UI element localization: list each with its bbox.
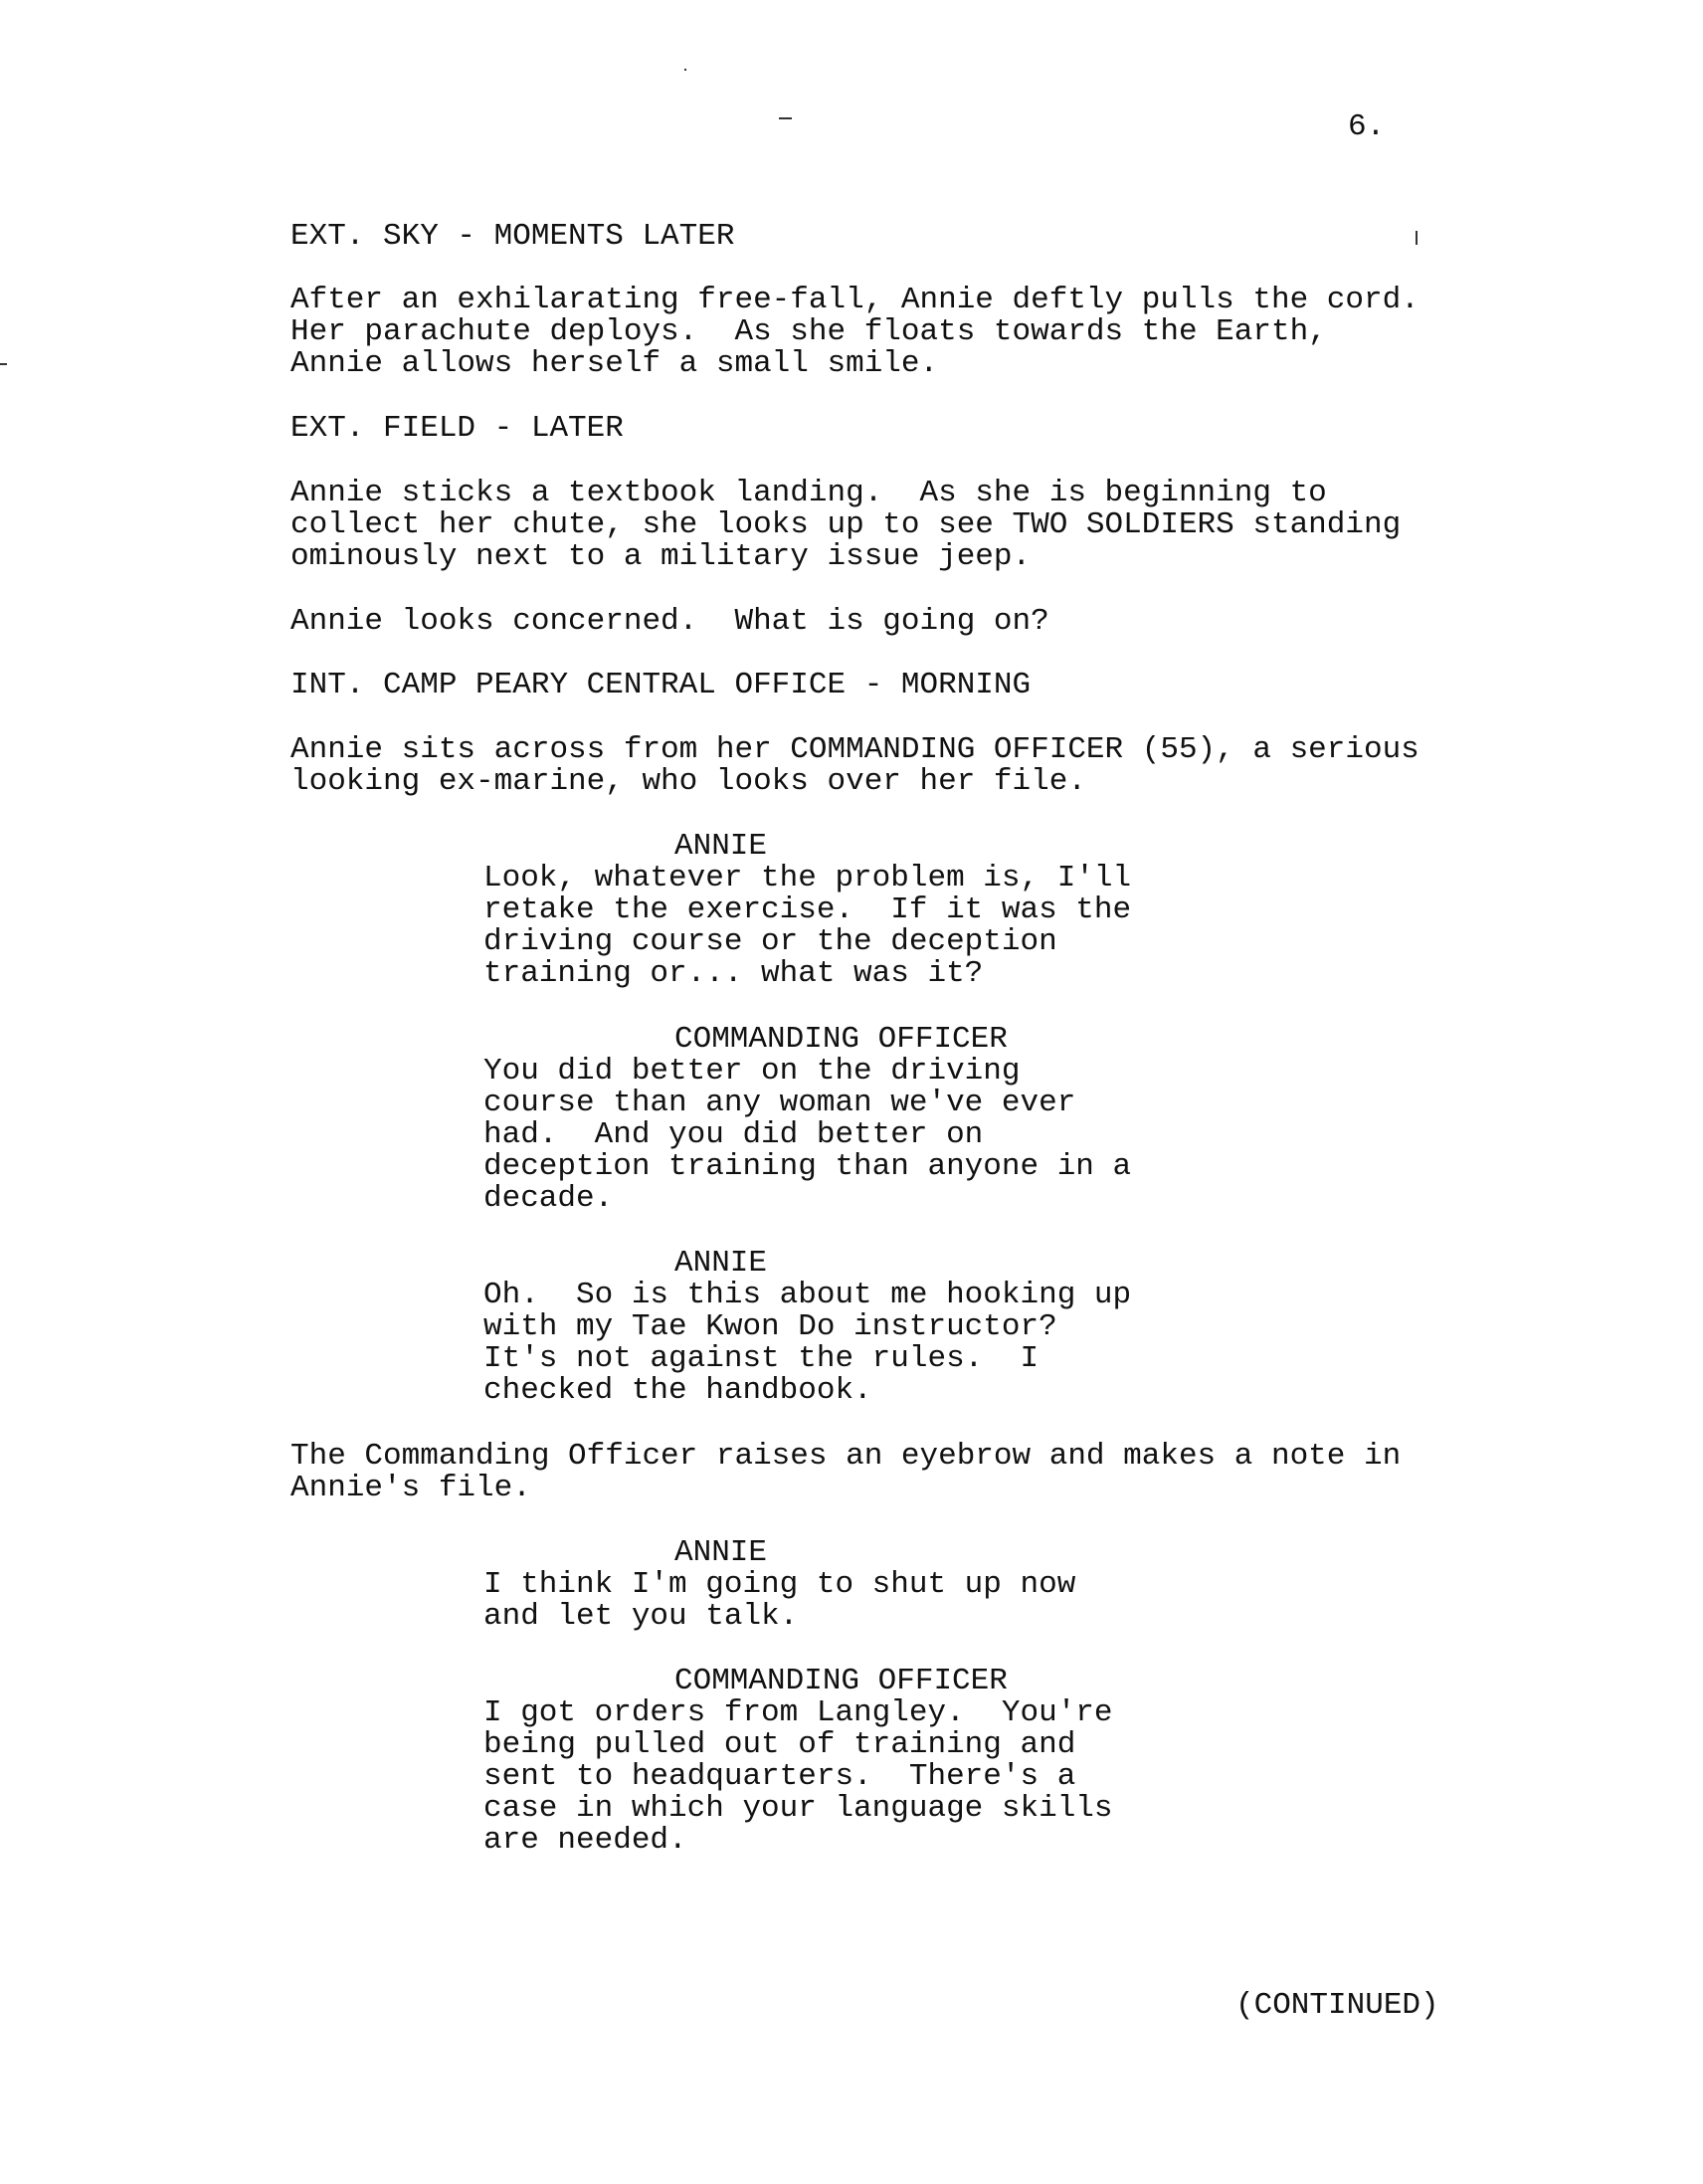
page-number: 6.: [1348, 109, 1386, 144]
character-name: COMMANDING OFFICER: [674, 1022, 1008, 1057]
scan-mark-dot: [684, 69, 686, 71]
scene-heading: INT. CAMP PEARY CENTRAL OFFICE - MORNING: [290, 668, 1032, 702]
action-paragraph: Annie sticks a textbook landing. As she is beginning to collect her chute, she looks up to see TWO SOLDIERS standing ominously next to a military issue jeep.: [290, 476, 1402, 574]
action-paragraph: Annie sits across from her COMMANDING OFFICER (55), a serious looking ex-marine, who looks over her file.: [290, 732, 1419, 799]
dialogue-block: I think I'm going to shut up now and let you talk.: [483, 1567, 1076, 1634]
action-paragraph: After an exhilarating free-fall, Annie deftly pulls the cord. Her parachute deploys. As she floats towards the Earth, Annie allows herself a small smile.: [290, 283, 1419, 381]
dialogue-block: Look, whatever the problem is, I'll retake the exercise. If it was the driving course or the deception training or... what was it?: [483, 861, 1132, 991]
scan-mark-top: [779, 117, 792, 119]
scan-mark-right: [1416, 231, 1418, 245]
scene-heading: EXT. SKY - MOMENTS LATER: [290, 219, 735, 254]
dialogue-block: You did better on the driving course than any woman we've ever had. And you did better on deception training than anyone in a decade.: [483, 1054, 1132, 1216]
scan-mark-left: [0, 363, 7, 365]
action-paragraph: The Commanding Officer raises an eyebrow and makes a note in Annie's file.: [290, 1439, 1402, 1505]
character-name: ANNIE: [674, 829, 768, 864]
dialogue-block: Oh. So is this about me hooking up with my Tae Kwon Do instructor? It's not against the rules. I checked the handbook.: [483, 1278, 1132, 1408]
character-name: COMMANDING OFFICER: [674, 1664, 1008, 1698]
continued-marker: (CONTINUED): [1235, 1988, 1439, 2023]
character-name: ANNIE: [674, 1535, 768, 1570]
action-paragraph: Annie looks concerned. What is going on?: [290, 604, 1049, 639]
scene-heading: EXT. FIELD - LATER: [290, 411, 624, 446]
character-name: ANNIE: [674, 1246, 768, 1281]
dialogue-block: I got orders from Langley. You're being pulled out of training and sent to headquarters. There's a case in which your language skills are needed.: [483, 1695, 1113, 1858]
